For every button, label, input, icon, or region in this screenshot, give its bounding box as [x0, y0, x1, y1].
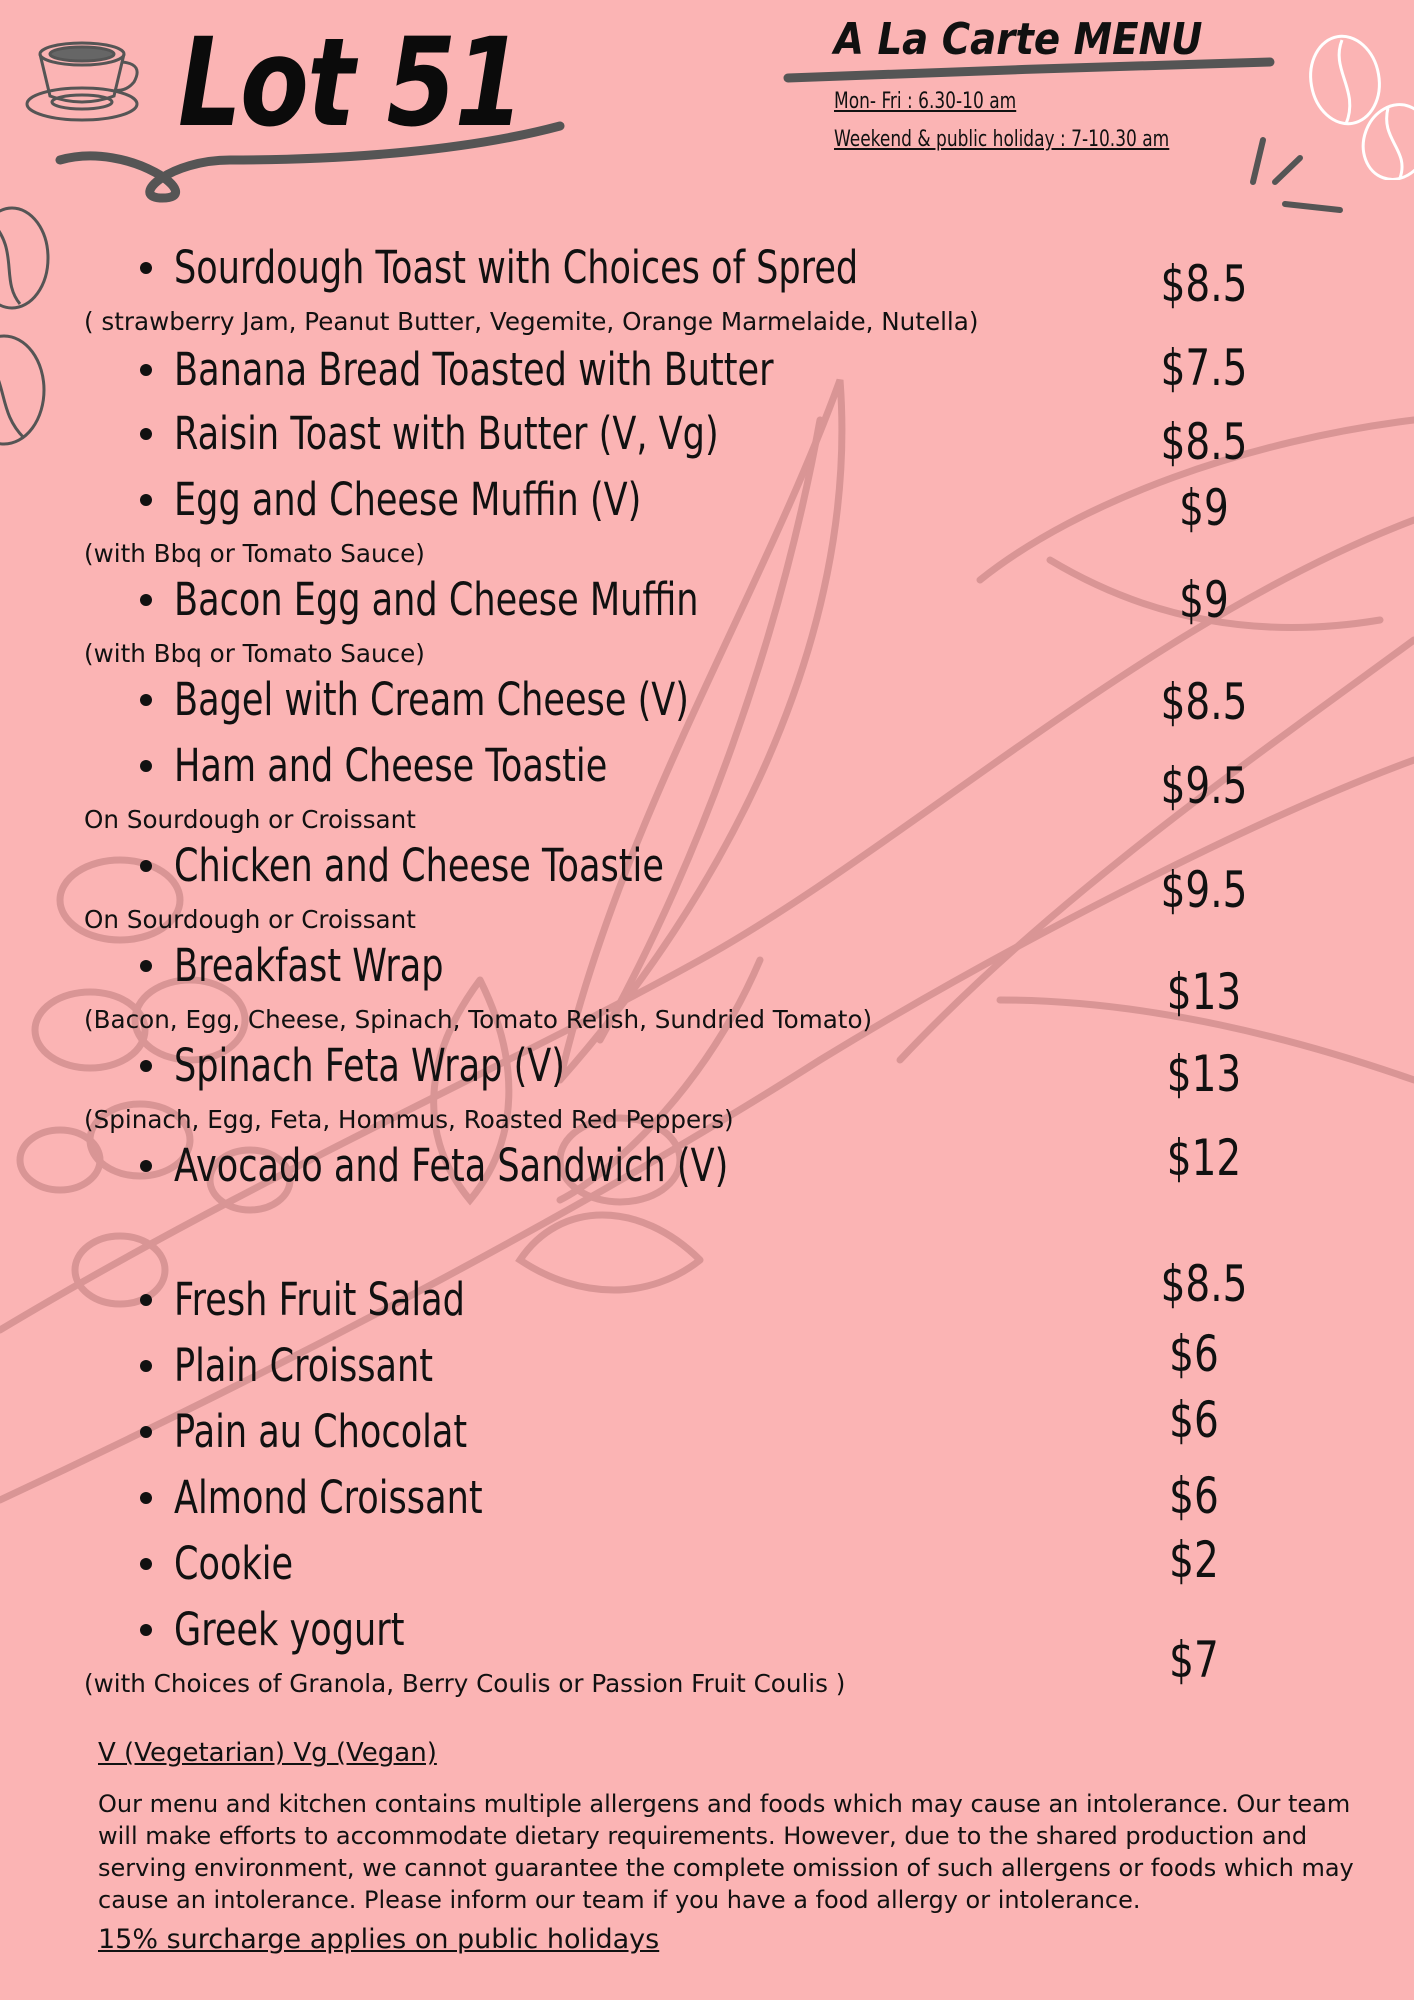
bullet	[140, 1060, 152, 1072]
menu-item	[140, 472, 773, 528]
bullet	[140, 760, 152, 772]
menu-item	[140, 938, 520, 994]
item-name: Raisin Toast with Butter (V, Vg)	[174, 407, 719, 460]
item-price: $9.5	[1160, 861, 1248, 919]
item-price: $6	[1169, 1391, 1219, 1449]
bullet	[140, 364, 152, 376]
item-name: Egg and Cheese Muffin (V)	[174, 473, 642, 526]
item-name: Greek yogurt	[174, 1603, 405, 1656]
menu-item	[140, 1038, 675, 1094]
bullet	[140, 1160, 152, 1172]
item-description: (Bacon, Egg, Cheese, Spinach, Tomato Relish, Sundried Tomato)	[84, 1005, 873, 1034]
item-description: On Sourdough or Croissant	[84, 805, 416, 834]
item-name: Pain au Chocolat	[174, 1405, 468, 1458]
allergen-disclaimer: Our menu and kitchen contains multiple allergens and foods which may cause an intolerance. Our team will make efforts to accommodate dietary requirements. However, due to the shared production and serving environment, we cannot guarantee the complete omission of such allergens or foods which may cause an intolerance. Please inform our team if you have a food allergy or intolerance.	[98, 1790, 1354, 1914]
bullet	[140, 1624, 152, 1636]
bullet	[140, 1492, 152, 1504]
item-price: $9	[1179, 479, 1229, 537]
item-description: (with Bbq or Tomato Sauce)	[84, 539, 425, 568]
item-price: $9	[1179, 571, 1229, 629]
item-name: Banana Bread Toasted with Butter	[174, 343, 774, 396]
item-price: $8.5	[1160, 413, 1248, 471]
coffee-bean-icon	[0, 200, 60, 450]
item-name: Bacon Egg and Cheese Muffin	[174, 573, 699, 626]
item-price: $8.5	[1160, 673, 1248, 731]
menu-item	[140, 738, 730, 794]
item-name: Bagel with Cream Cheese (V)	[174, 673, 690, 726]
item-name: Ham and Cheese Toastie	[174, 739, 608, 792]
menu-item	[140, 1338, 506, 1394]
item-price: $13	[1166, 1045, 1242, 1103]
item-description: On Sourdough or Croissant	[84, 905, 416, 934]
bullet	[140, 428, 152, 440]
menu-item	[140, 240, 1051, 296]
menu-item	[140, 1272, 547, 1328]
item-name: Almond Croissant	[174, 1471, 483, 1524]
title-underline	[780, 56, 1280, 86]
bullet	[140, 494, 152, 506]
brand-underline	[50, 120, 570, 210]
item-price: $6	[1169, 1467, 1219, 1525]
item-price: $7	[1169, 1631, 1219, 1689]
item-price: $13	[1166, 963, 1242, 1021]
bullet	[140, 694, 152, 706]
bullet	[140, 1426, 152, 1438]
item-price: $6	[1169, 1325, 1219, 1383]
bullet	[140, 262, 152, 274]
item-price: $8.5	[1160, 255, 1248, 313]
item-price: $9.5	[1160, 757, 1248, 815]
coffee-cup-icon	[22, 34, 142, 129]
bullet	[140, 1360, 152, 1372]
brand-name: Lot 51	[178, 12, 523, 154]
menu-item	[140, 406, 872, 462]
item-price: $2	[1169, 1531, 1219, 1589]
item-name: Plain Croissant	[174, 1339, 434, 1392]
menu-item	[140, 1470, 570, 1526]
menu-item	[140, 1536, 327, 1592]
bullet	[140, 860, 152, 872]
item-name: Breakfast Wrap	[174, 939, 444, 992]
menu-item	[140, 342, 943, 398]
bullet	[140, 1558, 152, 1570]
item-price: $8.5	[1160, 1255, 1248, 1313]
coffee-bean-icon	[1300, 30, 1414, 180]
menu-title: A La Carte MENU	[834, 14, 1203, 65]
menu-item	[140, 672, 834, 728]
menu-item	[140, 838, 802, 894]
item-name: Fresh Fruit Salad	[174, 1273, 465, 1326]
item-name: Chicken and Cheese Toastie	[174, 839, 664, 892]
dietary-legend: V (Vegetarian) Vg (Vegan)	[98, 1738, 437, 1768]
menu-item	[140, 1602, 470, 1658]
item-description: ( strawberry Jam, Peanut Butter, Vegemite, Orange Marmelaide, Nutella)	[84, 307, 979, 336]
bullet	[140, 1294, 152, 1306]
item-name: Avocado and Feta Sandwich (V)	[174, 1139, 729, 1192]
menu-item	[140, 1404, 550, 1460]
menu-item	[140, 572, 847, 628]
item-description: (with Choices of Granola, Berry Coulis or Passion Fruit Coulis )	[84, 1669, 846, 1698]
item-name: Spinach Feta Wrap (V)	[174, 1039, 565, 1092]
item-price: $7.5	[1160, 339, 1248, 397]
item-description: (Spinach, Egg, Feta, Hommus, Roasted Red Peppers)	[84, 1105, 734, 1134]
item-price: $12	[1166, 1129, 1242, 1187]
surcharge-note: 15% surcharge applies on public holidays	[98, 1924, 660, 1955]
hours-weekend: Weekend & public holiday : 7-10.30 am	[834, 127, 1170, 152]
item-name: Cookie	[174, 1537, 294, 1590]
menu-item	[140, 1138, 885, 1194]
item-name: Sourdough Toast with Choices of Spred	[174, 241, 859, 294]
item-description: (with Bbq or Tomato Sauce)	[84, 639, 425, 668]
bullet	[140, 960, 152, 972]
bullet	[140, 594, 152, 606]
hours-weekday: Mon- Fri : 6.30-10 am	[834, 89, 1017, 114]
